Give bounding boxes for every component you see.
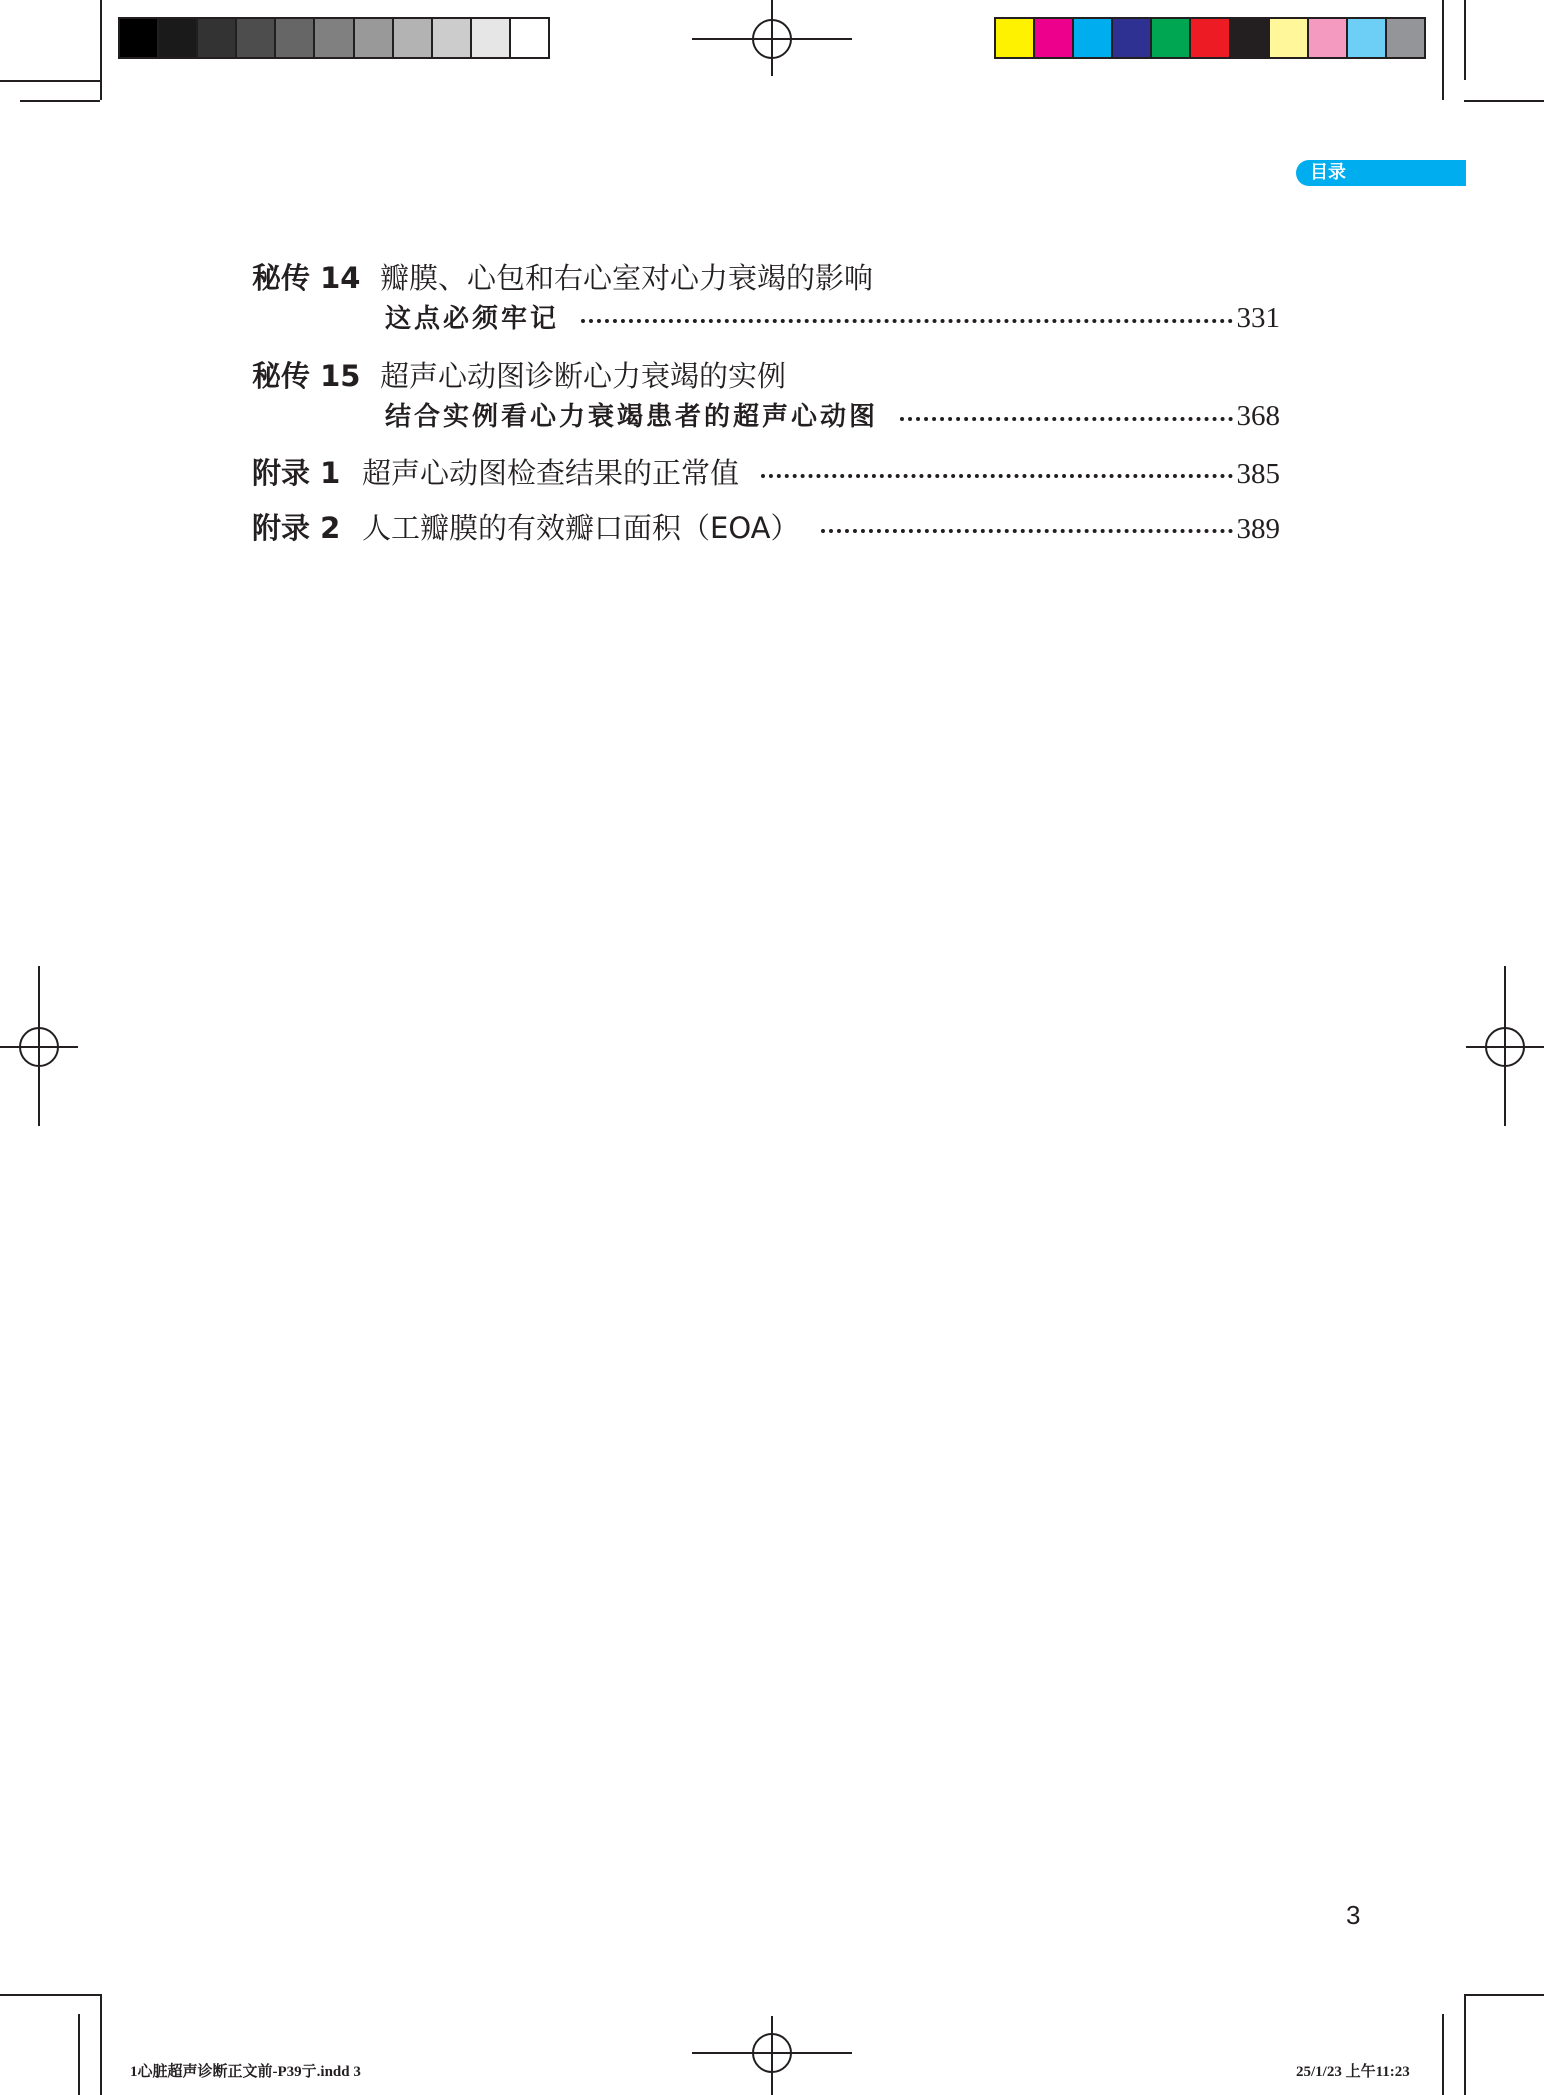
crop-mark <box>0 1994 100 1996</box>
slug-filename: 1心脏超声诊断正文前-P39亍.indd 3 <box>130 2064 361 2080</box>
toc-title: 超声心动图检查结果的正常值 <box>362 456 740 490</box>
registration-circle <box>752 2033 792 2073</box>
dot-leader <box>761 474 1232 478</box>
crop-mark <box>1464 100 1544 102</box>
crop-mark <box>1464 0 1466 80</box>
crop-mark <box>78 2014 80 2095</box>
toc-page-number: 331 <box>1236 302 1280 334</box>
dot-leader <box>900 417 1232 421</box>
grayscale-bar <box>118 17 550 59</box>
toc-entry[interactable] <box>252 506 1280 547</box>
crop-mark <box>100 1994 102 2095</box>
color-swatch <box>1035 19 1074 57</box>
toc-label: 秘传 14 <box>252 261 361 295</box>
toc-page-number: 389 <box>1236 513 1280 545</box>
page-number: 3 <box>1346 1900 1361 1930</box>
process-color-bar <box>994 17 1426 59</box>
slug-timestamp: 25/1/23 上午11:23 <box>1296 2064 1410 2080</box>
crop-mark <box>1464 1994 1544 1996</box>
color-swatch <box>433 19 472 57</box>
crop-mark <box>100 0 102 100</box>
color-swatch <box>120 19 159 57</box>
toc-entry-title-line <box>252 256 873 297</box>
toc-page-number: 385 <box>1236 458 1280 490</box>
toc-entry[interactable] <box>252 451 1280 492</box>
color-swatch <box>315 19 354 57</box>
registration-circle <box>19 1027 59 1067</box>
registration-circle <box>1485 1027 1525 1067</box>
color-swatch <box>1113 19 1152 57</box>
toc-label: 附录 2 <box>252 511 341 545</box>
section-tag: 目录 <box>1296 160 1466 186</box>
toc-entry[interactable] <box>385 396 1280 433</box>
color-swatch <box>1270 19 1309 57</box>
color-swatch <box>511 19 548 57</box>
crop-mark <box>1442 0 1444 100</box>
toc-entry-title-line <box>252 354 786 395</box>
color-swatch <box>1074 19 1113 57</box>
dot-leader <box>821 529 1232 533</box>
toc-title: 超声心动图诊断心力衰竭的实例 <box>380 359 787 393</box>
color-swatch <box>1231 19 1270 57</box>
crop-mark <box>1442 2014 1444 2095</box>
toc-title: 瓣膜、心包和右心室对心力衰竭的影响 <box>380 261 874 295</box>
toc-subtitle: 这点必须牢记 <box>385 304 560 334</box>
toc-entry[interactable] <box>385 298 1280 335</box>
crop-mark <box>1464 1994 1466 2095</box>
color-swatch <box>355 19 394 57</box>
dot-leader <box>581 319 1232 323</box>
color-swatch <box>159 19 198 57</box>
color-swatch <box>198 19 237 57</box>
toc-subtitle: 结合实例看心力衰竭患者的超声心动图 <box>385 402 879 432</box>
color-swatch <box>1387 19 1424 57</box>
color-swatch <box>1152 19 1191 57</box>
toc-label: 附录 1 <box>252 456 341 490</box>
crop-mark <box>0 80 100 82</box>
registration-circle <box>752 19 792 59</box>
color-swatch <box>276 19 315 57</box>
color-swatch <box>472 19 511 57</box>
color-swatch <box>1309 19 1348 57</box>
color-swatch <box>394 19 433 57</box>
crop-mark <box>20 100 100 102</box>
color-swatch <box>237 19 276 57</box>
color-swatch <box>996 19 1035 57</box>
toc-page-number: 368 <box>1236 400 1280 432</box>
color-swatch <box>1191 19 1230 57</box>
color-swatch <box>1348 19 1387 57</box>
toc-label: 秘传 15 <box>252 359 361 393</box>
toc-title: 人工瓣膜的有效瓣口面积（EOA） <box>362 511 800 545</box>
